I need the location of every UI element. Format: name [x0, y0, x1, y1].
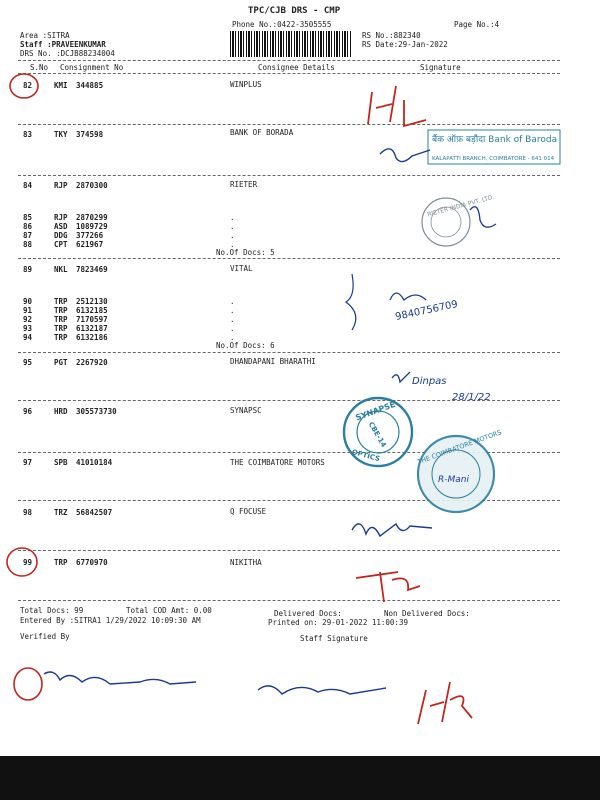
- signature-scribble: [392, 372, 410, 382]
- red-tick-mark: [368, 86, 426, 126]
- signature-scribble: [470, 207, 496, 228]
- staff-label: Staff :PRAVEENKUMAR: [20, 40, 106, 49]
- row-code: TRP: [54, 306, 68, 315]
- total-cod-amount: Total COD Amt: 0.00: [126, 606, 212, 615]
- row-consignee: .: [230, 306, 235, 315]
- red-circle-mark: [7, 548, 37, 576]
- row-code: TRP: [54, 315, 68, 324]
- row-number: 374598: [76, 130, 104, 139]
- row-code: RJP: [54, 181, 68, 190]
- verified-by: Verified By: [20, 632, 70, 641]
- page-number: Page No.:4: [454, 20, 500, 29]
- rs-date: RS Date:29-Jan-2022: [362, 40, 448, 49]
- row-consignee: WINPLUS: [230, 80, 262, 89]
- row-sno: 83: [23, 130, 33, 139]
- bank-stamp-branch: KALAPATTI BRANCH, COIMBATORE - 641 014: [432, 156, 555, 162]
- col-sno: S.No: [30, 63, 49, 72]
- row-code: SPB: [54, 458, 68, 467]
- row-number: 2267920: [76, 358, 108, 367]
- handwritten-signature: Dinpas: [412, 376, 447, 387]
- row-code: TRP: [54, 333, 68, 342]
- row-sno: 87: [23, 231, 33, 240]
- row-consignee: DHANDAPANI BHARATHI: [230, 357, 316, 366]
- handwritten-phone: 9840756709: [394, 298, 459, 323]
- red-tick-mark: [418, 682, 472, 724]
- handwritten-note: [44, 672, 196, 684]
- row-number: 377266: [76, 231, 104, 240]
- row-consignee: .: [230, 240, 235, 249]
- row-number: 41010184: [76, 458, 113, 467]
- row-code: TRP: [54, 324, 68, 333]
- row-consignee: .: [230, 315, 235, 324]
- row-sno: 92: [23, 315, 33, 324]
- row-sno: 90: [23, 297, 33, 306]
- row-sno: 96: [23, 407, 33, 416]
- synapse-stamp-mid: CBE-14: [366, 420, 388, 449]
- row-code: CPT: [54, 240, 68, 249]
- row-sno: 99: [23, 558, 33, 567]
- synapse-stamp-bottom: OPTICS: [350, 448, 381, 464]
- phone-number: Phone No.:0422-3505555: [232, 20, 332, 29]
- row-number: 6132185: [76, 306, 108, 315]
- row-number: 2870300: [76, 181, 108, 190]
- row-code: RJP: [54, 213, 68, 222]
- synapse-stamp-top: SYNAPSE: [354, 399, 397, 423]
- red-circle-mark: [10, 74, 38, 98]
- entered-by: Entered By :SITRA1 1/29/2022 10:09:30 AM: [20, 616, 201, 625]
- row-sno: 98: [23, 508, 33, 517]
- row-consignee: .: [230, 222, 235, 231]
- row-code: KMI: [54, 81, 68, 90]
- motors-stamp-text: THE COIMBATORE MOTORS: [416, 428, 503, 467]
- signature-scribble: [390, 293, 426, 300]
- row-number: 2870299: [76, 213, 108, 222]
- area-label: Area :SITRA: [20, 31, 70, 40]
- row-sno: 97: [23, 458, 33, 467]
- staff-signature-label: Staff Signature: [300, 634, 368, 643]
- row-sno: 93: [23, 324, 33, 333]
- col-signature: Signature: [420, 63, 461, 72]
- row-number: 344885: [76, 81, 104, 90]
- row-sno: 94: [23, 333, 33, 342]
- row-sno: 84: [23, 181, 33, 190]
- red-circle-mark: [14, 668, 42, 700]
- non-delivered-docs: Non Delivered Docs:: [384, 609, 470, 618]
- total-docs: Total Docs: 99: [20, 606, 84, 615]
- signature-scribble: [352, 524, 432, 536]
- row-consignee: .: [230, 231, 235, 240]
- row-sno: 88: [23, 240, 33, 249]
- row-consignee: SYNAPSC: [230, 406, 262, 415]
- row-code: TRP: [54, 297, 68, 306]
- row-number: 6132186: [76, 333, 108, 342]
- row-code: TKY: [54, 130, 68, 139]
- row-number: 2512130: [76, 297, 108, 306]
- handwritten-note: [258, 686, 386, 694]
- row-number: 1089729: [76, 222, 108, 231]
- bank-stamp-name: बैंक ऑफ़ बड़ौदा Bank of Baroda: [432, 135, 558, 145]
- signature-scribble: [380, 149, 430, 162]
- row-consignee: NIKITHA: [230, 558, 262, 567]
- row-code: NKL: [54, 265, 68, 274]
- row-code: ASD: [54, 222, 68, 231]
- row-number: 7170597: [76, 315, 108, 324]
- col-consignment: Consignment No: [60, 63, 124, 72]
- row-number: 6770970: [76, 558, 108, 567]
- no-of-docs: No.Of Docs: 5: [216, 248, 275, 257]
- row-consignee: .: [230, 213, 235, 222]
- row-consignee: BANK OF BORADA: [230, 128, 294, 137]
- row-number: 56842507: [76, 508, 113, 517]
- row-consignee: .: [230, 333, 235, 342]
- delivered-docs: Delivered Docs:: [274, 609, 342, 618]
- col-consignee: Consignee Details: [258, 63, 335, 72]
- drs-number: DRS No. :DCJB88234004: [20, 49, 115, 58]
- row-code: TRZ: [54, 508, 68, 517]
- no-of-docs: No.Of Docs: 6: [216, 341, 275, 350]
- row-code: TRP: [54, 558, 68, 567]
- rs-number: RS No.:882340: [362, 31, 421, 40]
- rieter-stamp-text: RIETER INDIA PVT. LTD.: [426, 193, 496, 219]
- red-tick-mark: [356, 572, 420, 602]
- row-code: HRD: [54, 407, 68, 416]
- row-consignee: Q FOCUSE: [230, 507, 267, 516]
- row-sno: 86: [23, 222, 33, 231]
- row-sno: 82: [23, 81, 33, 90]
- row-consignee: .: [230, 324, 235, 333]
- row-number: 305573730: [76, 407, 117, 416]
- row-number: 7823469: [76, 265, 108, 274]
- row-sno: 91: [23, 306, 33, 315]
- printed-on: Printed on: 29-01-2022 11:00:39: [268, 618, 408, 627]
- row-sno: 85: [23, 213, 33, 222]
- row-code: PGT: [54, 358, 68, 367]
- signature-scribble: [346, 274, 356, 330]
- document-title: TPC/CJB DRS - CMP: [248, 6, 341, 16]
- handwritten-date: 28/1/22: [452, 392, 491, 403]
- row-consignee: RIETER: [230, 180, 258, 189]
- row-consignee: VITAL: [230, 264, 253, 273]
- row-consignee: .: [230, 297, 235, 306]
- row-number: 621967: [76, 240, 104, 249]
- row-consignee: THE COIMBATORE MOTORS: [230, 458, 325, 467]
- row-sno: 95: [23, 358, 33, 367]
- motors-signature: R-Mani: [438, 475, 469, 485]
- row-code: DDG: [54, 231, 68, 240]
- row-sno: 89: [23, 265, 33, 274]
- row-number: 6132187: [76, 324, 108, 333]
